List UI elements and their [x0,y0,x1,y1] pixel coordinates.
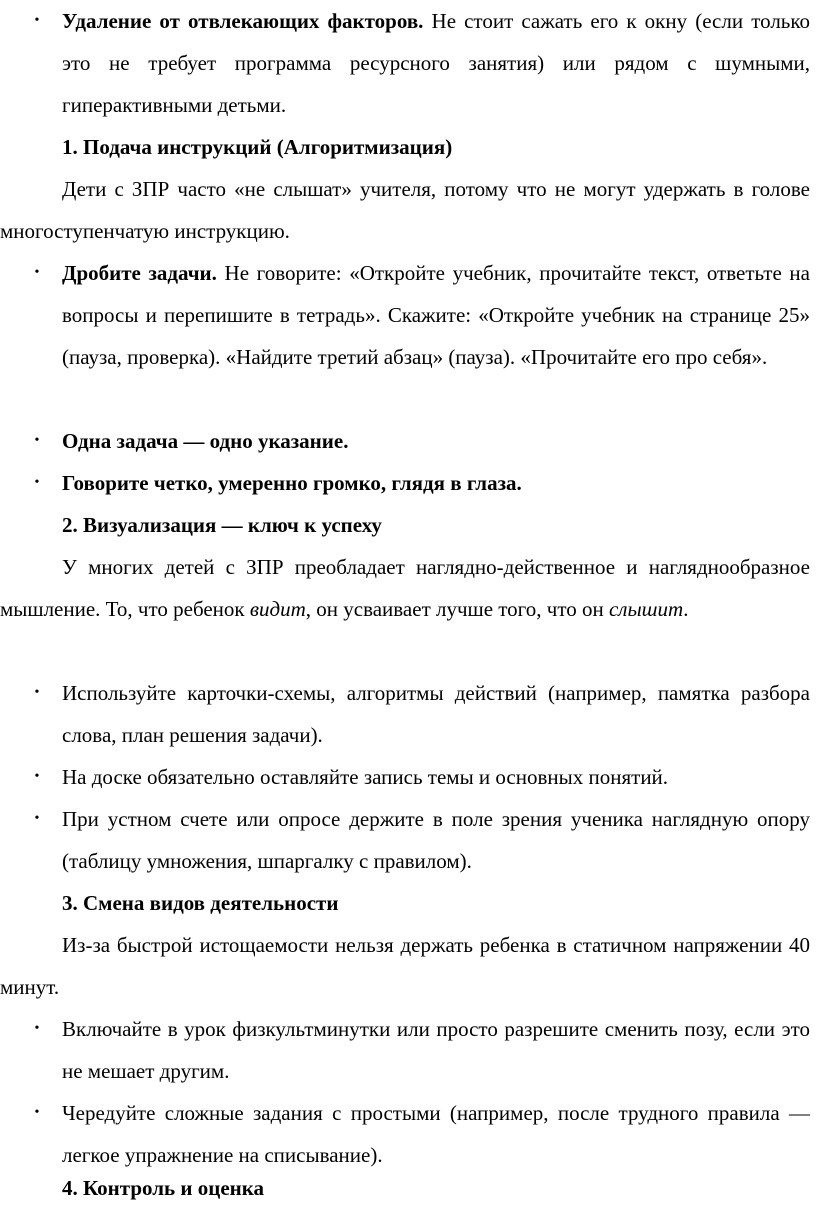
paragraph-italic: слышит [608,597,684,621]
paragraph-text: . [683,597,689,621]
list-item-bold-lead: Одна задача — одно указание. [62,429,349,453]
list-item: Включайте в урок физкультминутки или просто разрешите сменить позу, если это не мешает другим. [62,1017,810,1083]
section-heading-3: 3. Смена видов деятельности [62,891,339,915]
bullet-marker: • [34,769,40,784]
list-item-text: Не стоит сажать его к окну (если только это не требует программа ресурсного занятия) или рядом с шумными, гиперактивными детьми. [62,9,811,117]
list-item [62,0,810,126]
list-item [62,420,810,462]
bullet-marker: • [34,433,40,448]
list-item [62,462,810,504]
list-item: Используйте карточки-схемы, алгоритмы действий (например, памятка разбора слова, план решения задачи). [62,681,810,747]
bullet-marker: • [34,265,40,280]
list-item: При устном счете или опросе держите в поле зрения ученика наглядную опору (таблицу умножения, шпаргалку с правилом). [62,807,810,873]
list-item-bold-lead: Говорите четко, умеренно громко, глядя в глаза. [62,471,522,495]
paragraph-text: , он усваивает лучше того, что он [305,597,609,621]
section-heading-2: 2. Визуализация — ключ к успеху [62,513,382,537]
paragraph: Из-за быстрой истощаемости нельзя держать ребенка в статичном напряжении 40 минут. [0,933,810,999]
list-item: Чередуйте сложные задания с простыми (например, после трудного правила — легкое упражнение на списывание). [62,1101,810,1167]
list-item-text: Не говорите: «Откройте учебник, прочитайте текст, ответьте на вопросы и перепишите в тетрадь». Скажите: «Откройте учебник на странице 25» (пауза, проверка). «Найдите третий абзац» (пауза). «Прочитайте его про себя». [62,261,810,369]
section-heading-4: 4. Контроль и оценка [62,1176,265,1200]
bullet-marker: • [34,475,40,490]
paragraph [0,546,810,630]
list-item-bold-lead: Удаление от отвлекающих факторов. [62,9,424,33]
list-item [62,252,810,378]
bullet-marker: • [34,1105,40,1120]
section-heading-1: 1. Подача инструкций (Алгоритмизация) [62,135,453,159]
bullet-marker: • [34,1021,40,1036]
list-item: На доске обязательно оставляйте запись темы и основных понятий. [62,765,669,789]
bullet-marker: • [34,685,40,700]
paragraph-italic: видит [249,597,306,621]
paragraph: Дети с ЗПР часто «не слышат» учителя, потому что не могут удержать в голове многоступенчатую инструкцию. [0,177,810,243]
list-item-bold-lead: Дробите задачи. [62,261,217,285]
paragraph-text: У многих детей с ЗПР преобладает наглядно-действенное и нагляднообразное мышление. То, что ребенок [0,555,810,621]
bullet-marker: • [34,13,40,28]
bullet-marker: • [34,811,40,826]
